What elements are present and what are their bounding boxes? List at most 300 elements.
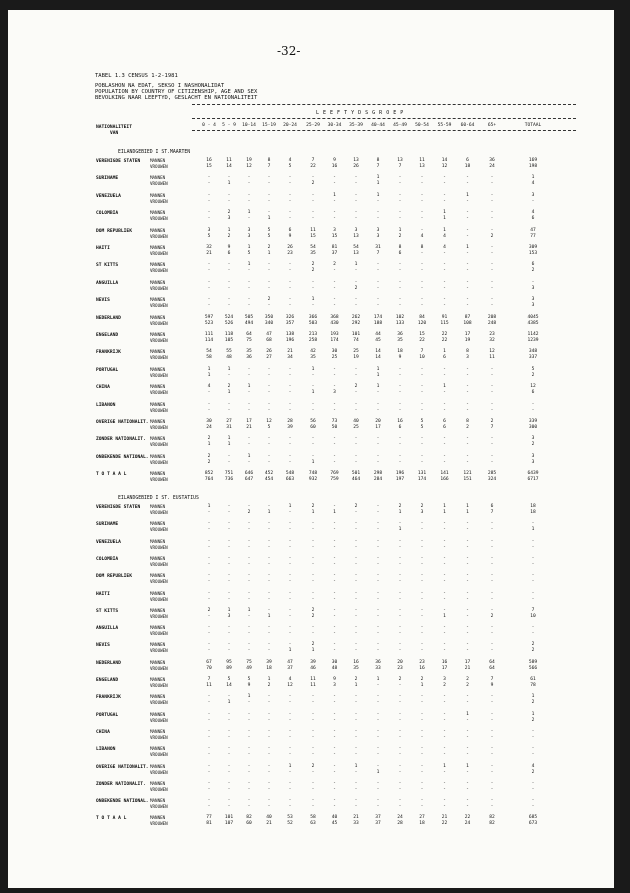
table-cell: - <box>443 769 446 775</box>
table-cell: - <box>247 734 251 740</box>
table-cell: 2 <box>311 607 315 613</box>
nationality-label: ZONDER NATIONALIT. <box>96 437 146 443</box>
table-cell: 1 <box>247 607 251 613</box>
table-cell: - <box>443 596 446 602</box>
table-cell: - <box>443 262 446 268</box>
table-cell: 3 <box>376 227 380 233</box>
table-cell: 505 <box>244 314 254 320</box>
table-cell: 52 <box>287 821 293 827</box>
table-cell: 1 <box>207 366 211 372</box>
table-cell: 36 <box>246 355 252 361</box>
table-cell: - <box>490 181 494 187</box>
table-cell: 13 <box>397 158 403 163</box>
table-cell: - <box>466 579 469 585</box>
table-cell: - <box>398 297 402 303</box>
table-cell: 36 <box>489 158 495 163</box>
table-cell: - <box>288 780 292 786</box>
table-cell: - <box>443 694 446 700</box>
table-cell: - <box>398 573 402 579</box>
table-cell: - <box>443 544 446 550</box>
sex-label-male: MANNEN <box>150 227 166 233</box>
table-cell: - <box>490 251 494 256</box>
sex-label-female: VROUWEN <box>150 510 168 515</box>
table-cell: - <box>267 366 271 372</box>
table-cell: - <box>247 752 251 758</box>
table-cell: - <box>398 372 402 378</box>
table-cell: - <box>490 694 494 700</box>
table-cell: - <box>247 631 251 637</box>
table-cell: 9 <box>247 683 251 688</box>
table-cell: - <box>376 390 380 396</box>
sex-label-female: VROUWEN <box>150 251 168 256</box>
table-cell: 13 <box>353 158 359 163</box>
table-cell: - <box>490 303 494 309</box>
table-cell: 16 <box>206 158 212 163</box>
table-cell: 25 <box>331 355 338 361</box>
nationality-label: DOM REPUBLIEK <box>96 574 132 580</box>
table-cell: 339 <box>528 419 538 424</box>
age-column-header: 5 - 9 <box>222 123 236 128</box>
table-cell: - <box>227 711 231 717</box>
table-cell: 1 <box>311 510 315 515</box>
table-cell: - <box>443 746 446 752</box>
table-cell: 30 <box>331 659 338 665</box>
table-cell: - <box>376 407 380 413</box>
table-cell: - <box>490 268 494 274</box>
table-cell: - <box>247 596 251 602</box>
table-cell: - <box>288 694 292 700</box>
table-cell: 4 <box>288 677 292 682</box>
table-cell: - <box>288 192 292 198</box>
table-cell: - <box>227 262 231 268</box>
table-cell: 27 <box>419 815 425 821</box>
table-cell: 4 <box>443 233 446 239</box>
table-cell: 262 <box>351 314 361 320</box>
table-cell: - <box>398 285 402 291</box>
table-cell: - <box>247 442 251 448</box>
table-cell: 3 <box>443 677 446 682</box>
table-cell: - <box>311 590 315 596</box>
sex-label-male: MANNEN <box>150 521 166 527</box>
table-cell: - <box>227 780 231 786</box>
table-cell: - <box>466 780 469 786</box>
table-cell: - <box>420 544 424 550</box>
table-cell: 6 <box>490 504 494 509</box>
table-cell: 1 <box>288 504 292 509</box>
table-cell: - <box>333 625 336 631</box>
table-cell: 14 <box>375 349 381 355</box>
table-cell: - <box>490 555 494 561</box>
table-cell: - <box>466 613 469 619</box>
table-cell: 5 <box>267 233 271 239</box>
nationality-label: LIBANON <box>96 402 116 408</box>
table-cell: - <box>207 694 211 700</box>
table-cell: - <box>247 579 251 585</box>
table-cell: 494 <box>244 320 254 326</box>
table-cell: - <box>466 366 469 372</box>
sex-label-female: VROUWEN <box>150 216 168 222</box>
table-cell: 27 <box>266 355 272 361</box>
table-cell: 1 <box>376 677 380 682</box>
sex-label-male: MANNEN <box>150 607 166 613</box>
sex-label-female: VROUWEN <box>150 198 168 204</box>
table-cell: 74 <box>353 338 359 343</box>
table-cell: - <box>207 769 211 775</box>
table-cell: - <box>531 798 535 804</box>
table-cell: 258 <box>308 338 318 343</box>
table-cell: - <box>443 407 446 413</box>
table-cell: - <box>311 728 315 734</box>
table-cell: - <box>490 210 494 216</box>
table-cell: - <box>443 711 446 717</box>
table-cell: 366 <box>308 314 318 320</box>
table-cell: - <box>207 538 211 544</box>
table-cell: 32 <box>206 245 212 250</box>
table-cell: 169 <box>528 158 538 163</box>
table-cell: 32 <box>489 338 495 343</box>
table-cell: - <box>333 717 336 723</box>
table-cell: - <box>531 544 535 550</box>
table-cell: - <box>227 555 231 561</box>
table-cell: 11 <box>310 677 316 682</box>
table-cell: - <box>466 401 469 407</box>
table-cell: - <box>247 285 251 291</box>
sex-label-male: MANNEN <box>150 798 166 804</box>
table-cell: - <box>531 804 535 810</box>
table-cell: - <box>227 786 231 792</box>
table-cell: - <box>398 717 402 723</box>
table-cell: - <box>466 372 469 378</box>
table-cell: 54 <box>206 349 212 355</box>
table-cell: - <box>227 561 231 567</box>
table-cell: 39 <box>287 425 293 430</box>
table-cell: 45 <box>375 338 381 343</box>
table-cell: 7 <box>490 425 494 430</box>
table-cell: 198 <box>528 164 538 169</box>
table-cell: - <box>420 573 424 579</box>
table-cell: 2 <box>420 677 424 682</box>
table-cell: - <box>354 590 358 596</box>
table-cell: - <box>247 561 251 567</box>
table-cell: - <box>420 694 424 700</box>
table-cell: 6 <box>531 390 535 396</box>
table-cell: - <box>466 390 469 396</box>
table-cell: 111 <box>204 332 214 337</box>
table-cell: 1 <box>354 683 358 688</box>
table-cell: 2 <box>311 763 315 769</box>
table-cell: - <box>207 510 211 515</box>
table-cell: - <box>466 181 469 187</box>
nationality-label: CHINA <box>96 729 110 735</box>
table-cell: - <box>247 390 251 396</box>
title-line-english: POPULATION BY COUNTRY OF CITIZENSHIP, AGE AND SEX <box>95 89 258 95</box>
table-cell: - <box>354 717 358 723</box>
table-cell: 3 <box>420 510 424 515</box>
table-cell: - <box>333 384 336 390</box>
table-cell: - <box>311 694 315 700</box>
table-cell: - <box>376 683 380 688</box>
nationality-label: VERENIGDE STATEN <box>96 159 141 164</box>
header-rule-bottom <box>192 130 576 131</box>
table-cell: - <box>466 285 469 291</box>
table-cell: 12 <box>441 164 448 169</box>
table-cell: - <box>267 734 271 740</box>
nationality-label: FRANKRIJK <box>96 695 121 701</box>
table-cell: - <box>420 453 424 459</box>
table-cell: 1 <box>247 245 251 250</box>
table-cell: 464 <box>351 477 361 483</box>
table-cell: 1 <box>354 763 358 769</box>
table-cell: - <box>490 407 494 413</box>
table-cell: - <box>311 579 315 585</box>
table-cell: 22 <box>441 821 448 827</box>
table-cell: 3 <box>333 390 336 396</box>
table-cell: - <box>354 642 358 648</box>
table-cell: - <box>490 192 494 198</box>
table-cell: - <box>247 763 251 769</box>
table-cell: - <box>354 648 358 654</box>
table-cell: - <box>420 590 424 596</box>
table-cell: - <box>376 613 380 619</box>
table-cell: - <box>420 521 424 527</box>
table-cell: - <box>420 798 424 804</box>
table-cell: 11 <box>310 227 316 233</box>
table-cell: 2 <box>466 683 469 688</box>
table-cell: - <box>443 804 446 810</box>
table-cell: - <box>288 728 292 734</box>
table-cell: - <box>443 175 446 181</box>
table-cell: 37 <box>331 251 338 256</box>
table-cell: - <box>354 607 358 613</box>
table-cell: - <box>247 728 251 734</box>
table-cell: - <box>333 573 336 579</box>
table-cell: 1239 <box>527 338 539 343</box>
table-cell: 3 <box>227 613 231 619</box>
table-cell: 326 <box>285 314 295 320</box>
table-cell: - <box>466 786 469 792</box>
table-cell: 2 <box>311 642 315 648</box>
table-cell: - <box>247 504 251 509</box>
table-cell: - <box>443 717 446 723</box>
table-cell: - <box>420 561 424 567</box>
table-cell: 20 <box>375 419 381 424</box>
table-cell: - <box>443 453 446 459</box>
sex-label-male: MANNEN <box>150 175 166 181</box>
table-cell: 21 <box>206 251 212 256</box>
table-cell: 174 <box>330 338 339 343</box>
table-cell: 16 <box>331 164 338 169</box>
age-column-header: 65+ <box>487 123 497 128</box>
table-cell: 1 <box>398 510 402 515</box>
table-cell: - <box>288 607 292 613</box>
age-column-header: 30-34 <box>327 123 342 128</box>
table-cell: 42 <box>310 349 316 355</box>
table-cell: 12 <box>489 349 495 355</box>
table-cell: - <box>354 459 358 465</box>
table-cell: - <box>420 285 424 291</box>
table-cell: - <box>466 717 469 723</box>
table-cell: - <box>267 198 271 204</box>
table-cell: 1 <box>443 210 446 216</box>
table-cell: - <box>207 631 211 637</box>
table-cell: 22 <box>441 338 448 343</box>
nationality-label: NEDERLAND <box>96 660 121 666</box>
table-cell: 78 <box>530 683 536 688</box>
table-cell: - <box>398 459 402 465</box>
table-cell: - <box>354 407 358 413</box>
table-cell: - <box>490 401 494 407</box>
table-cell: - <box>420 251 424 256</box>
table-cell: - <box>398 390 402 396</box>
table-cell: - <box>227 769 231 775</box>
table-cell: - <box>466 527 469 533</box>
table-cell: 47 <box>530 227 536 233</box>
table-cell: - <box>490 390 494 396</box>
table-cell: - <box>247 625 251 631</box>
table-cell: - <box>354 297 358 303</box>
table-cell: - <box>288 561 292 567</box>
table-cell: - <box>267 607 271 613</box>
table-cell: - <box>531 407 535 413</box>
table-cell: - <box>207 527 211 533</box>
table-cell: - <box>207 401 211 407</box>
table-cell: 751 <box>224 471 234 477</box>
table-cell: 1 <box>227 181 231 187</box>
nationality-label: SURINAME <box>96 176 119 182</box>
table-cell: 1 <box>227 700 231 706</box>
table-cell: 40 <box>353 419 359 424</box>
table-cell: 60 <box>246 821 252 827</box>
table-cell: 2 <box>207 459 211 465</box>
table-cell: 566 <box>528 665 538 671</box>
sex-label-male: MANNEN <box>150 590 166 596</box>
sex-label-female: VROUWEN <box>150 459 168 465</box>
nationality-label: ZONDER NATIONALIT. <box>96 781 146 787</box>
table-cell: 9 <box>227 245 231 250</box>
table-cell: 764 <box>204 477 214 483</box>
table-cell: 174 <box>373 314 383 320</box>
table-cell: 44 <box>375 332 381 337</box>
table-cell: 26 <box>287 245 293 250</box>
table-cell: - <box>376 700 380 706</box>
sex-label-male: MANNEN <box>150 192 166 198</box>
table-cell: - <box>247 590 251 596</box>
table-cell: - <box>288 436 292 442</box>
table-cell: - <box>490 780 494 786</box>
nationality-label: PORTUGAL <box>96 712 119 718</box>
table-cell: 1 <box>531 711 535 717</box>
table-cell: 5 <box>247 251 251 256</box>
table-cell: - <box>420 734 424 740</box>
table-cell: 18 <box>464 164 471 169</box>
table-cell: 7 <box>398 164 402 169</box>
nationality-label: DOM REPUBLIEK <box>96 228 132 234</box>
table-cell: 75 <box>246 659 252 665</box>
table-cell: 3 <box>247 227 251 233</box>
sex-label-male: MANNEN <box>150 297 166 303</box>
table-cell: 1 <box>466 711 469 717</box>
table-cell: - <box>398 216 402 222</box>
sex-label-female: VROUWEN <box>150 665 168 671</box>
table-cell: 25 <box>353 425 359 430</box>
table-cell: 3 <box>333 683 336 688</box>
table-cell: - <box>466 798 469 804</box>
table-cell: 7 <box>376 164 380 169</box>
table-cell: - <box>227 734 231 740</box>
table-cell: - <box>267 504 271 509</box>
table-cell: - <box>247 746 251 752</box>
table-cell: 1 <box>466 763 469 769</box>
sex-label-male: MANNEN <box>150 332 166 337</box>
age-column-header: TOTAAL <box>524 123 542 128</box>
table-cell: - <box>288 198 292 204</box>
table-cell: 21 <box>287 349 293 355</box>
table-cell: - <box>531 198 535 204</box>
table-cell: - <box>376 734 380 740</box>
sex-label-male: MANNEN <box>150 746 166 752</box>
table-cell: 1 <box>311 366 315 372</box>
table-cell: - <box>333 401 336 407</box>
table-cell: - <box>490 717 494 723</box>
nationality-label: T O T A A L <box>96 816 127 822</box>
table-cell: - <box>490 198 494 204</box>
sex-label-male: MANNEN <box>150 573 166 579</box>
table-cell: 81 <box>206 821 212 827</box>
table-cell: - <box>466 384 469 390</box>
table-cell: - <box>420 279 424 285</box>
table-cell: - <box>247 216 251 222</box>
table-cell: - <box>466 436 469 442</box>
table-cell: 6 <box>531 216 535 222</box>
sex-label-male: MANNEN <box>150 677 166 682</box>
table-cell: - <box>207 216 211 222</box>
table-cell: 101 <box>351 332 361 337</box>
table-cell: 6439 <box>527 471 539 477</box>
table-cell: - <box>531 780 535 786</box>
table-cell: - <box>376 642 380 648</box>
sex-label-male: MANNEN <box>150 401 166 407</box>
table-cell: - <box>207 579 211 585</box>
table-cell: - <box>267 555 271 561</box>
table-cell: - <box>376 631 380 637</box>
table-cell: - <box>398 303 402 309</box>
table-cell: 24 <box>464 821 471 827</box>
table-cell: - <box>207 285 211 291</box>
table-cell: - <box>531 746 535 752</box>
table-cell: - <box>490 798 494 804</box>
table-cell: 39 <box>266 659 272 665</box>
table-cell: - <box>398 366 402 372</box>
sex-label-female: VROUWEN <box>150 390 168 396</box>
table-cell: - <box>207 734 211 740</box>
table-cell: - <box>288 442 292 448</box>
table-cell: 1 <box>311 297 315 303</box>
table-cell: - <box>443 607 446 613</box>
table-cell: - <box>247 181 251 187</box>
table-cell: - <box>288 798 292 804</box>
table-cell: - <box>420 769 424 775</box>
sex-label-male: MANNEN <box>150 349 166 355</box>
table-cell: - <box>354 527 358 533</box>
table-cell: 2 <box>267 245 271 250</box>
table-cell: - <box>443 579 446 585</box>
table-cell: - <box>333 728 336 734</box>
table-cell: - <box>288 596 292 602</box>
table-cell: - <box>267 769 271 775</box>
table-cell: 10 <box>530 613 536 619</box>
table-cell: - <box>288 717 292 723</box>
table-cell: - <box>267 631 271 637</box>
